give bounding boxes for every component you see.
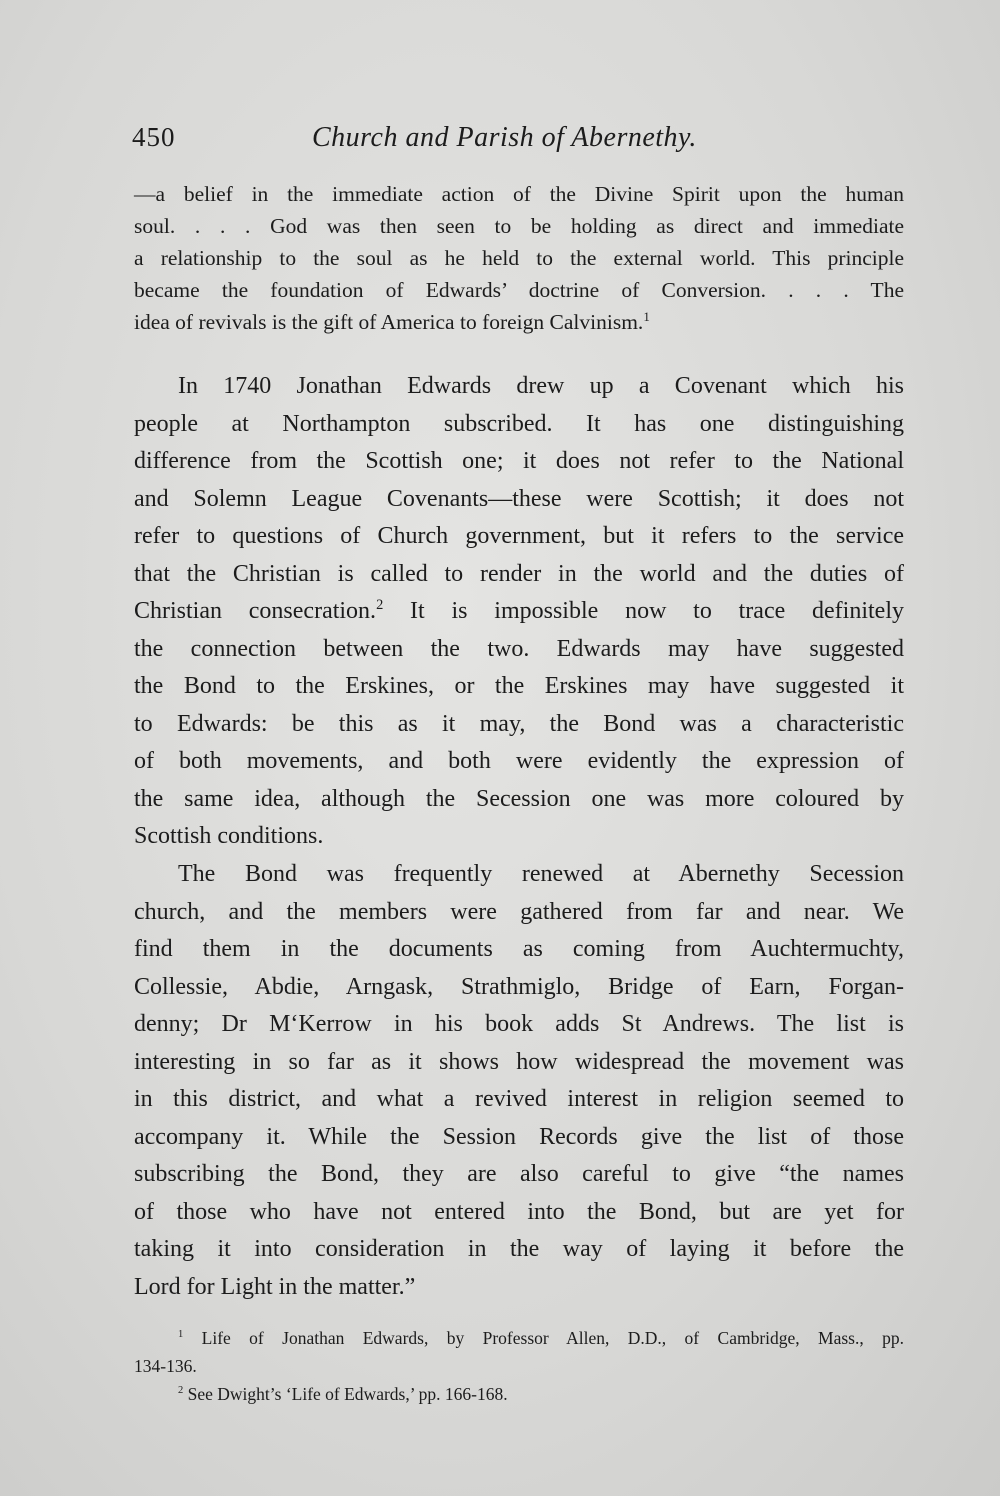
footnote-1-continued: 134-136. — [134, 1356, 197, 1376]
footnotes — [134, 1324, 904, 1408]
body-line: church, and the members were gathered from far and near. We — [134, 898, 904, 925]
body-line-text: Christian consecration. — [134, 598, 377, 624]
body-line: of both movements, and both were evidently the expression of — [134, 748, 904, 774]
footnote-marker: 1 — [178, 1329, 184, 1341]
quote-line: a relationship to the soul as he held to the external world. This principle — [134, 246, 904, 270]
body-line: and Solemn League Covenants—these were Scottish; it does not — [134, 485, 904, 512]
footnote-marker: 2 — [178, 1385, 184, 1397]
paragraph-bond — [134, 856, 904, 1306]
footnote-ref: 2 — [376, 597, 384, 613]
body-line: the connection between the two. Edwards may have suggested — [134, 635, 904, 662]
page-header — [132, 122, 912, 162]
body-line: the Bond to the Erskines, or the Erskines may have suggested it — [134, 673, 904, 699]
quote-line: —a belief in the immediate action of the Divine Spirit upon the human — [134, 182, 904, 206]
body-line: taking it into consideration in the way of laying it before the — [134, 1236, 904, 1262]
body-line-text: It is impossible now to trace definitely — [410, 598, 904, 624]
body-line: refer to questions of Church government, but it refers to the service — [134, 523, 904, 549]
quote-line-text: idea of revivals is the gift of America to foreign Calvinism. — [134, 310, 644, 334]
body-line: Collessie, Abdie, Arngask, Strathmiglo, Bridge of Earn, Forgan- — [134, 973, 904, 1000]
body-line: The Bond was frequently renewed at Abernethy Secession — [178, 861, 904, 887]
quote-line — [134, 306, 904, 338]
running-title: Church and Parish of Abernethy. — [312, 122, 697, 153]
footnote-2 — [134, 1380, 904, 1408]
body-line: find them in the documents as coming from Auchtermuchty, — [134, 936, 904, 962]
body-line: subscribing the Bond, they are also careful to give “the names — [134, 1161, 904, 1187]
body-line: the same idea, although the Secession one was more coloured by — [134, 785, 904, 812]
body-line: Lord for Light in the matter.” — [134, 1273, 416, 1300]
body-line: in this district, and what a revived interest in religion seemed to — [134, 1086, 904, 1112]
quotation-block — [134, 178, 904, 338]
body-line: accompany it. While the Session Records give the list of those — [134, 1123, 904, 1150]
body-line: that the Christian is called to render in the world and the duties of — [134, 560, 904, 587]
paragraph-covenant — [134, 368, 904, 856]
body-line: denny; Dr M‘Kerrow in his book adds St Andrews. The list is — [134, 1011, 904, 1037]
body-line: Scottish conditions. — [134, 823, 324, 849]
body-line: difference from the Scottish one; it does not refer to the National — [134, 448, 904, 474]
body-line: to Edwards: be this as it may, the Bond was a characteristic — [134, 710, 904, 737]
page-number: 450 — [132, 122, 176, 152]
footnote-1 — [134, 1324, 904, 1352]
footnote-text: See Dwight’s ‘Life of Edwards,’ pp. 166-168. — [187, 1384, 508, 1404]
body-line: people at Northampton subscribed. It has one distinguishing — [134, 410, 904, 437]
quote-line: became the foundation of Edwards’ doctrine of Conversion. . . . The — [134, 278, 904, 302]
body-line: In 1740 Jonathan Edwards drew up a Covenant which his — [178, 373, 904, 399]
body-line — [134, 593, 904, 631]
body-line: interesting in so far as it shows how widespread the movement was — [134, 1048, 904, 1075]
footnote-ref: 1 — [643, 309, 650, 324]
body-line: of those who have not entered into the Bond, but are yet for — [134, 1198, 904, 1225]
quote-line: soul. . . . God was then seen to be holding as direct and immediate — [134, 214, 904, 238]
footnote-text: Life of Jonathan Edwards, by Professor Allen, D.D., of Cambridge, Mass., pp. — [201, 1328, 904, 1348]
